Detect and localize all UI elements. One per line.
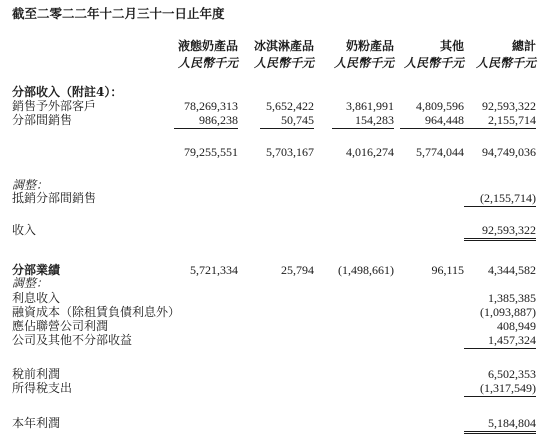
cell-milk-powder: (1,498,661) — [338, 263, 394, 277]
cell-liquid-milk: 79,255,551 — [184, 145, 238, 159]
row-label: 公司及其他不分部收益 — [12, 333, 133, 347]
column-header-ice-cream — [254, 38, 314, 72]
cell-total: (1,317,549) — [480, 381, 536, 395]
row-label: 收入 — [12, 223, 37, 237]
revenue-double-rule — [464, 238, 536, 241]
cell-others: 5,774,044 — [416, 145, 464, 159]
row-label: 調整： — [12, 276, 49, 290]
cell-total: 5,184,804 — [488, 416, 536, 430]
row-label: 稅前利潤 — [12, 367, 61, 381]
tax-rule — [464, 396, 536, 397]
cell-milk-powder: 3,861,991 — [346, 99, 394, 113]
row-label: 應佔聯營公司利潤 — [12, 319, 109, 333]
row-label: 抵銷分部間銷售 — [12, 191, 97, 205]
cell-total: 408,949 — [497, 319, 536, 333]
column-header-unit: 人民幣千元 — [333, 56, 394, 70]
row-label: 銷售予外部客戶 — [12, 99, 97, 113]
row-label: 分部收入（附註4）： — [12, 85, 123, 99]
cell-ice-cream: 50,745 — [281, 113, 314, 127]
subtotal-rule — [464, 128, 536, 129]
row-label: 融資成本（除租賃負債利息外） — [12, 305, 181, 319]
table-heading: 截至二零二二年十二月三十一日止年度 — [12, 6, 225, 21]
row-label: 調整： — [12, 178, 49, 192]
column-header-name: 其他 — [439, 39, 464, 53]
row-label: 所得稅支出 — [12, 381, 73, 395]
cell-others: 4,809,596 — [416, 99, 464, 113]
cell-total: 4,344,582 — [488, 263, 536, 277]
row-label: 本年利潤 — [12, 416, 61, 430]
column-header-name: 液態奶產品 — [177, 39, 238, 53]
cell-milk-powder: 4,016,274 — [346, 145, 394, 159]
subtotal-rule — [332, 128, 394, 129]
cell-others: 96,115 — [431, 263, 464, 277]
cell-liquid-milk: 78,269,313 — [184, 99, 238, 113]
cell-ice-cream: 5,703,167 — [266, 145, 314, 159]
elimination-rule — [464, 206, 536, 207]
row-label: 分部業績 — [12, 263, 61, 277]
column-header-name: 奶粉產品 — [345, 39, 394, 53]
cell-liquid-milk: 986,238 — [199, 113, 238, 127]
subtotal-rule — [174, 128, 238, 129]
subtotal-rule — [260, 128, 314, 129]
column-header-name: 冰淇淋產品 — [253, 39, 314, 53]
cell-total: 1,457,324 — [488, 333, 536, 347]
column-header-unit: 人民幣千元 — [475, 56, 536, 70]
column-header-milk-powder — [334, 38, 394, 72]
cell-total: 94,749,036 — [482, 145, 536, 159]
cell-total: 92,593,322 — [482, 99, 536, 113]
subtotal-rule — [400, 128, 464, 129]
cell-milk-powder: 154,283 — [355, 113, 394, 127]
cell-total: (2,155,714) — [480, 191, 536, 205]
cell-ice-cream: 25,794 — [281, 263, 314, 277]
column-header-name: 總計 — [511, 39, 536, 53]
cell-ice-cream: 5,652,422 — [266, 99, 314, 113]
cell-total: 6,502,353 — [488, 367, 536, 381]
profit-double-rule — [464, 431, 536, 434]
column-header-liquid-milk — [178, 38, 238, 72]
cell-total: 1,385,385 — [488, 291, 536, 305]
column-header-others — [404, 38, 464, 72]
cell-liquid-milk: 5,721,334 — [190, 263, 238, 277]
cell-others: 964,448 — [425, 113, 464, 127]
cell-total: 2,155,714 — [488, 113, 536, 127]
adjustments-rule — [464, 348, 536, 349]
cell-total: (1,093,887) — [480, 305, 536, 319]
column-header-unit: 人民幣千元 — [177, 56, 238, 70]
column-header-total — [476, 38, 536, 72]
column-header-unit: 人民幣千元 — [253, 56, 314, 70]
column-header-unit: 人民幣千元 — [403, 56, 464, 70]
row-label: 分部間銷售 — [12, 113, 73, 127]
row-label: 利息收入 — [12, 291, 61, 305]
cell-total: 92,593,322 — [482, 223, 536, 237]
